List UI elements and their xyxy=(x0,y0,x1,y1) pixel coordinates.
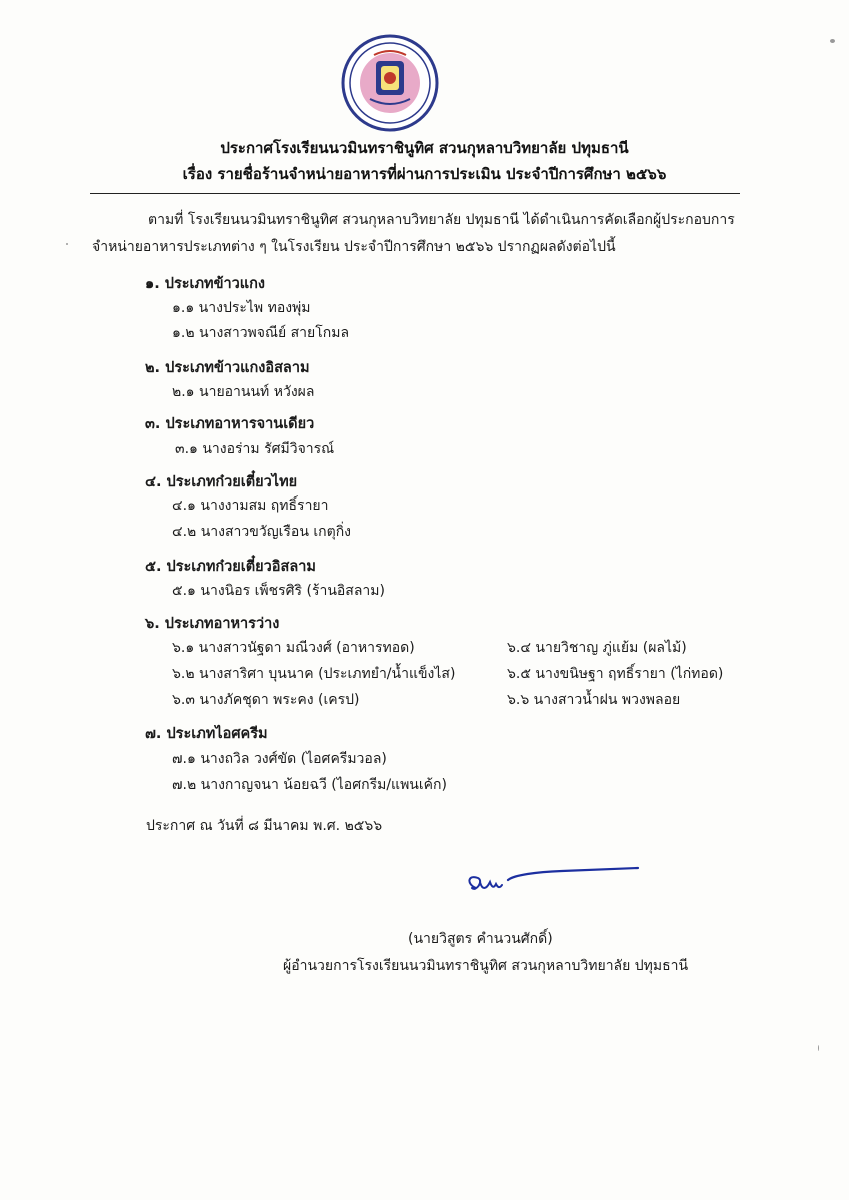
list-item: ๓.๑ นางอร่าม รัศมีวิจารณ์ xyxy=(175,441,335,457)
list-item: ๕.๑ นางนิอร เพ็ชรศิริ (ร้านอิสลาม) xyxy=(172,583,385,599)
category-title-islamic-rice-curry: ๒. ประเภทข้าวแกงอิสลาม xyxy=(145,360,310,376)
scan-speck xyxy=(818,1045,819,1051)
list-item: ๑.๑ นางประไพ ทองพุ่ม xyxy=(172,300,311,316)
school-emblem-icon xyxy=(340,33,440,133)
list-item: ๔.๑ นางงามสม ฤทธิ์รายา xyxy=(172,498,329,514)
signer-name: (นายวิสูตร คำนวนศักดิ์) xyxy=(408,931,553,947)
category-title-snacks: ๖. ประเภทอาหารว่าง xyxy=(145,616,280,632)
list-item: ๖.๖ นางสาวน้ำฝน พวงพลอย xyxy=(507,692,681,708)
list-item: ๗.๒ นางกาญจนา น้อยฉวี (ไอศกรีม/แพนเค้ก) xyxy=(172,777,447,793)
announcement-date: ประกาศ ณ วันที่ ๘ มีนาคม พ.ศ. ๒๕๖๖ xyxy=(146,818,383,834)
scan-speck xyxy=(66,243,68,245)
list-item: ๗.๑ นางถวิล วงศ์ขัด (ไอศครีมวอล) xyxy=(172,751,387,767)
category-title-rice-curry: ๑. ประเภทข้าวแกง xyxy=(145,276,266,292)
list-item: ๖.๓ นางภัคชุดา พระคง (เครป) xyxy=(172,692,360,708)
list-item: ๖.๒ นางสาริศา บุนนาค (ประเภทยำ/น้ำแข็งไส) xyxy=(172,666,456,682)
announcement-subject: เรื่อง รายชื่อร้านจำหน่ายอาหารที่ผ่านการประเมิน ประจำปีการศึกษา ๒๕๖๖ xyxy=(182,165,667,183)
category-title-ice-cream: ๗. ประเภทไอศครีม xyxy=(145,726,268,742)
category-title-single-dish: ๓. ประเภทอาหารจานเดียว xyxy=(145,416,315,432)
list-item: ๔.๒ นางสาวขวัญเรือน เกตุกิ่ง xyxy=(172,524,352,540)
list-item: ๒.๑ นายอานนท์ หวังผล xyxy=(172,384,315,400)
scan-speck xyxy=(830,39,835,43)
list-item: ๑.๒ นางสาวพจณีย์ สายโกมล xyxy=(172,325,350,341)
list-item: ๖.๑ นางสาวนัฐดา มณีวงศ์ (อาหารทอด) xyxy=(172,640,415,656)
list-item: ๖.๕ นางขนิษฐา ฤทธิ์รายา (ไก่ทอด) xyxy=(507,666,724,682)
announcement-title: ประกาศโรงเรียนนวมินทราชินูทิศ สวนกุหลาบวิทยาลัย ปทุมธานี xyxy=(220,139,629,157)
intro-line-1: ตามที่ โรงเรียนนวมินทราชินูทิศ สวนกุหลาบวิทยาลัย ปทุมธานี ได้ดำเนินการคัดเลือกผู้ประกอบการ xyxy=(148,212,735,228)
category-title-thai-noodles: ๔. ประเภทก๋วยเตี๋ยวไทย xyxy=(145,474,298,490)
list-item: ๖.๔ นายวิชาญ ภู่แย้ม (ผลไม้) xyxy=(507,640,687,656)
header-divider xyxy=(90,193,740,194)
signer-position: ผู้อำนวยการโรงเรียนนวมินทราชินูทิศ สวนกุหลาบวิทยาลัย ปทุมธานี xyxy=(283,958,689,974)
category-title-islamic-noodles: ๕. ประเภทก๋วยเตี๋ยวอิสลาม xyxy=(145,559,316,575)
handwritten-signature-icon xyxy=(462,858,642,902)
intro-line-2: จำหน่ายอาหารประเภทต่าง ๆ ในโรงเรียน ประจำปีการศึกษา ๒๕๖๖ ปรากฏผลดังต่อไปนี้ xyxy=(92,239,616,255)
